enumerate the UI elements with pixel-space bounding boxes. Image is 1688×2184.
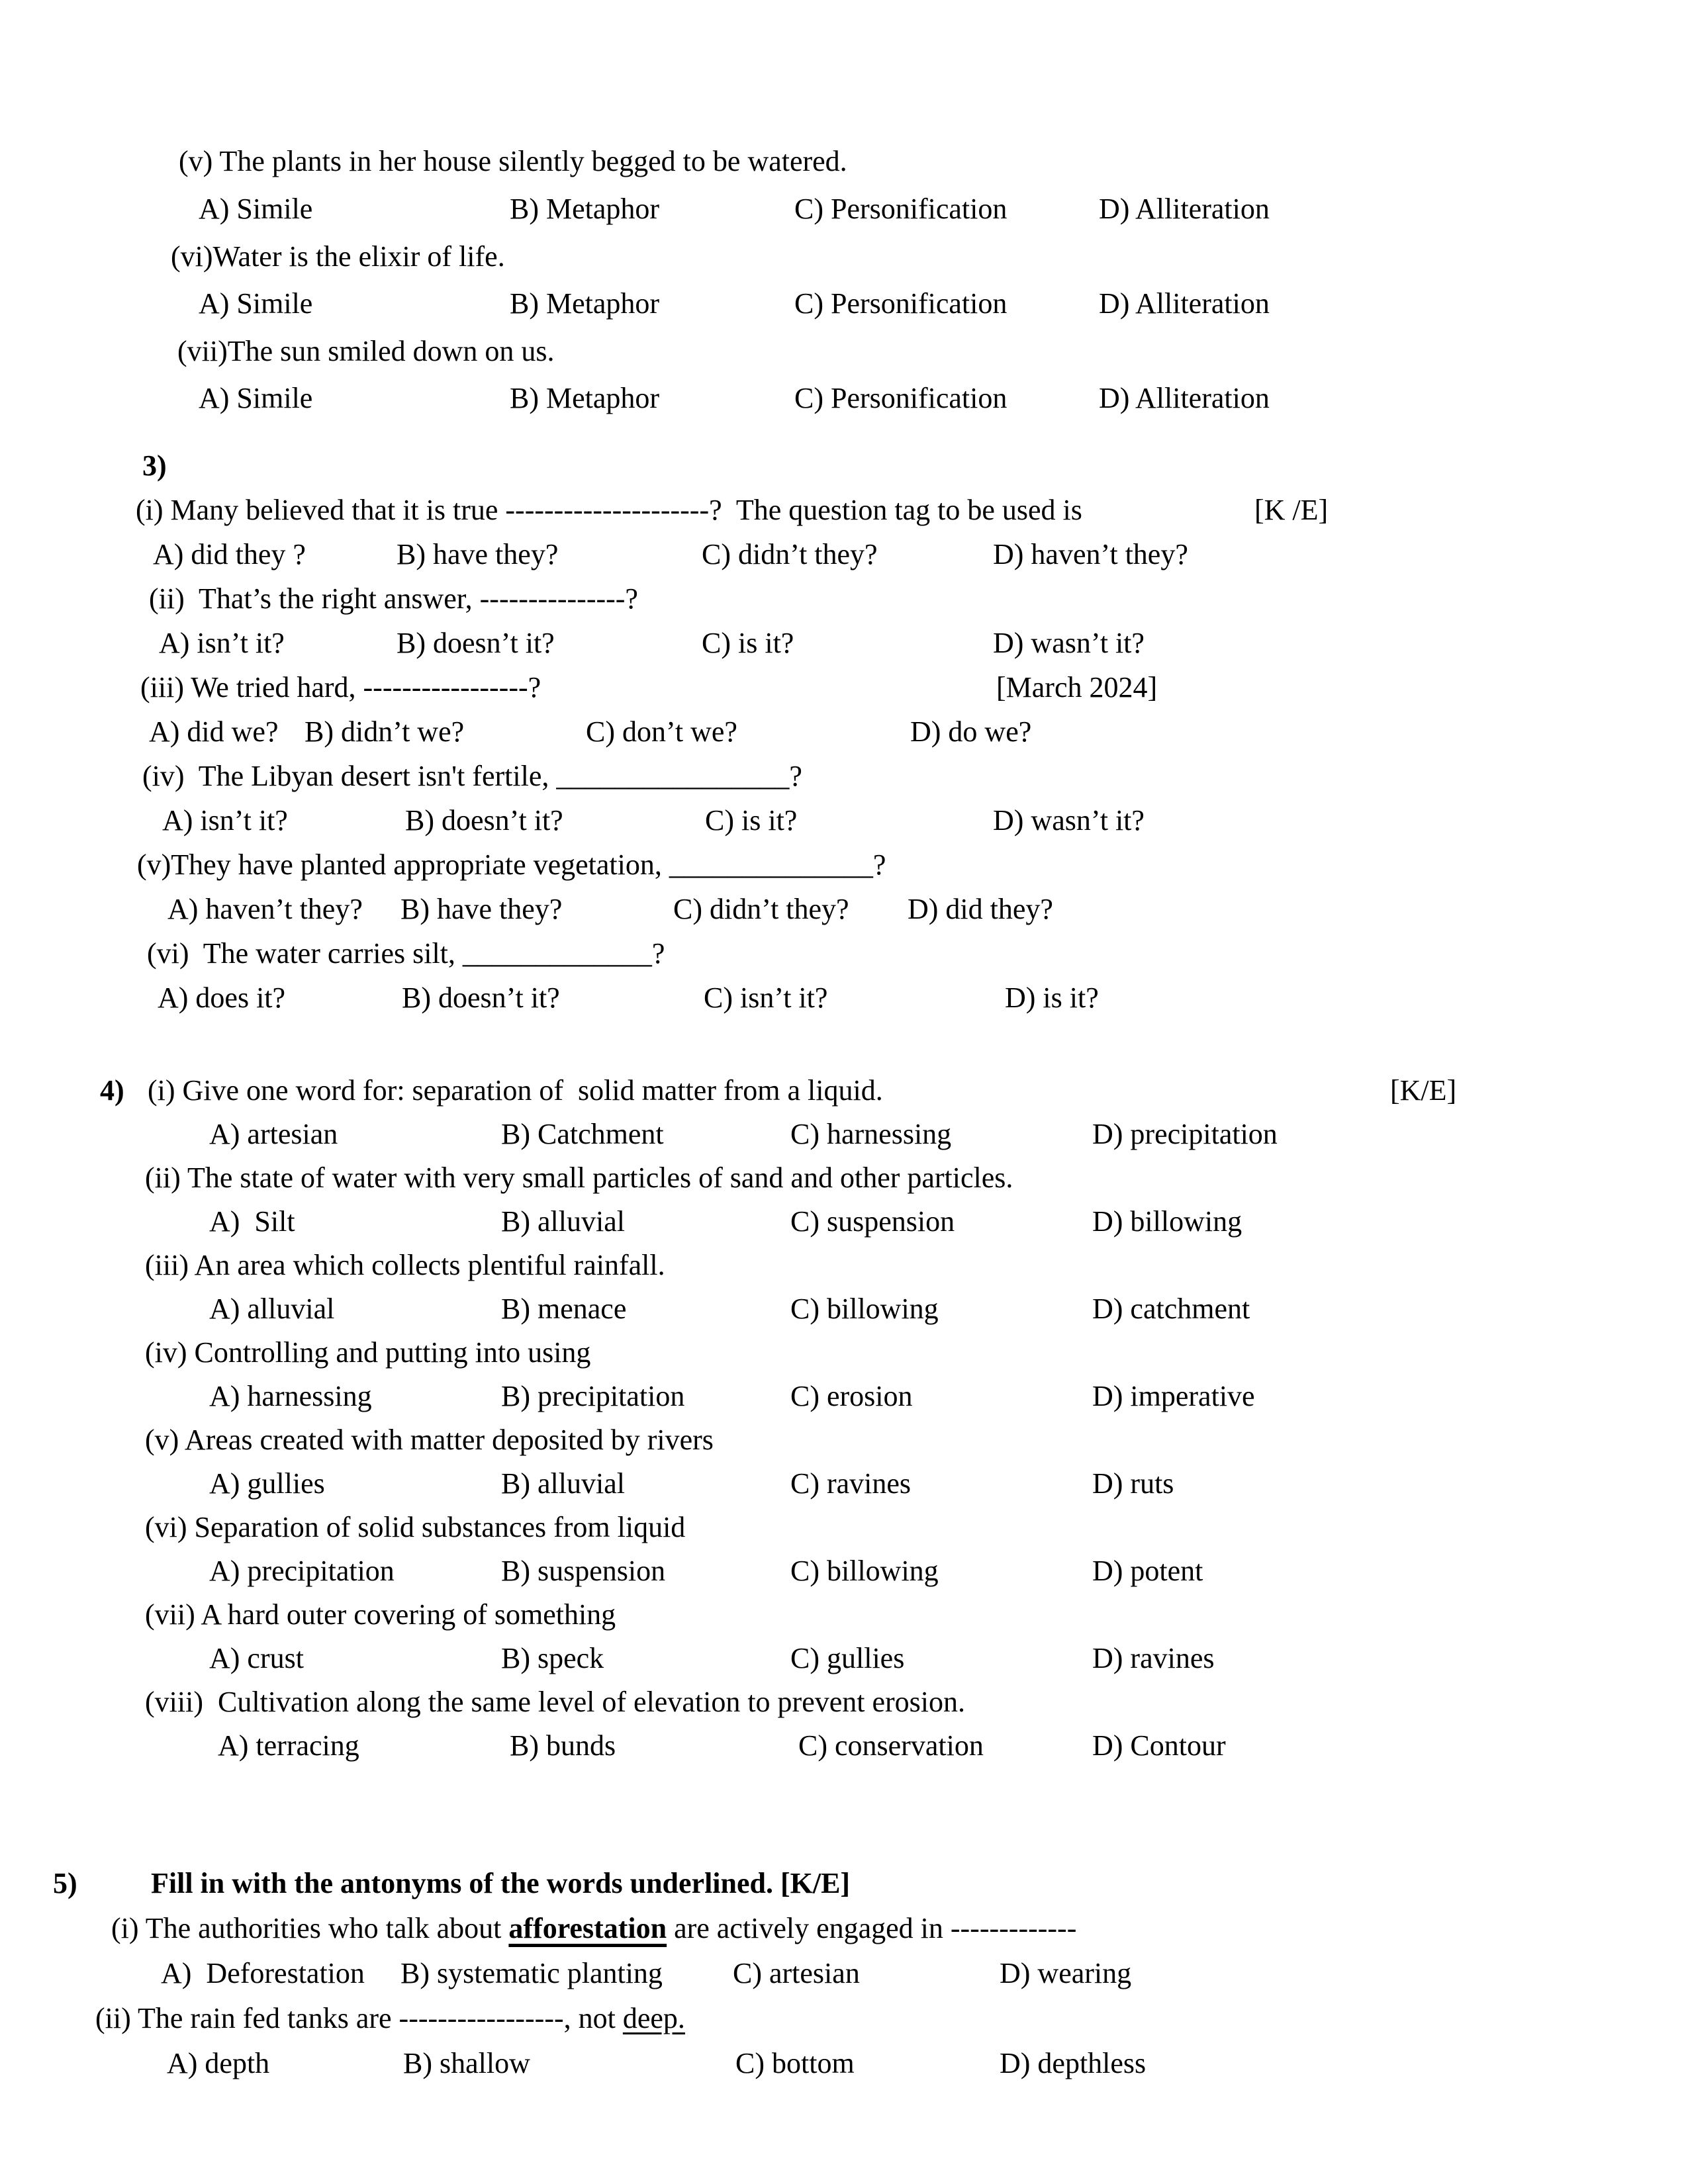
q4-question-v [0,1423,1688,1464]
q4-question-i [0,1073,1688,1115]
option-d: D) billowing [1092,1205,1243,1238]
option-d: D) potent [1092,1555,1203,1587]
option-d: D) wasn’t it? [993,804,1145,837]
q4-options-vi [0,1554,1688,1595]
q5-number: 5) [53,1867,77,1899]
option-d: D) did they? [908,893,1053,925]
underlined-word: deep. [622,2002,685,2034]
stem-suffix: are actively engaged in ------------- [667,1912,1077,1944]
option-c: C) artesian [733,1957,860,1989]
option-a: A) does it? [158,981,286,1014]
q3-number: 3) [142,449,167,482]
question-stem: (vi) Separation of solid substances from liquid [145,1511,686,1543]
option-a: A) artesian [209,1118,338,1150]
option-c: C) Personification [794,193,1008,225]
q3-question-iii [0,670,1688,711]
option-a: A) haven’t they? [167,893,363,925]
fos-options-vi [0,287,1688,328]
q3-options-iv [0,803,1688,844]
marks-tag: [K/E] [1390,1074,1457,1107]
question-stem: (iii) We tried hard, -----------------? [140,671,541,704]
option-b: B) menace [501,1293,627,1325]
question-stem [95,2001,685,2035]
option-d: D) haven’t they? [993,538,1188,570]
question-stem: (i) Many believed that it is true ---------------------? The question tag to be used is [136,494,1082,526]
underlined-word: afforestation [508,1912,667,1944]
option-d: D) is it? [1005,981,1099,1014]
question-stem: (iii) An area which collects plentiful rainfall. [145,1249,665,1281]
option-a: A) Simile [199,382,313,414]
option-b: B) speck [501,1642,604,1674]
option-d: D) Alliteration [1099,193,1270,225]
question-stem: (v) Areas created with matter deposited by rivers [145,1424,714,1456]
q4-options-i [0,1117,1688,1158]
option-c: C) is it? [705,804,798,837]
option-b: B) doesn’t it? [405,804,563,837]
stem-prefix: (i) The authorities who talk about [111,1912,509,1944]
q3-options-i [0,537,1688,578]
option-b: B) Metaphor [510,382,660,414]
exam-year-tag: [March 2024] [996,671,1158,704]
option-b: B) doesn’t it? [397,627,555,659]
q4-question-iii [0,1248,1688,1289]
fos-question-vi [0,240,1688,281]
q5-options-ii [0,2046,1688,2087]
question-stem [111,1911,1076,1945]
option-b: B) bunds [510,1729,616,1762]
q3-header [0,449,1688,490]
option-a: A) terracing [218,1729,359,1762]
fos-question-v [0,144,1688,185]
option-c: C) billowing [790,1555,939,1587]
option-a: A) Simile [199,193,313,225]
q4-question-ii [0,1161,1688,1202]
option-a: A) did we? [149,715,279,748]
option-d: D) precipitation [1092,1118,1278,1150]
option-a: A) gullies [209,1467,325,1500]
q5-question-i [0,1911,1688,1952]
question-stem: (iv) The Libyan desert isn't fertile, ________________? [142,760,802,792]
q4-options-ii [0,1205,1688,1246]
option-b: B) systematic planting [400,1957,663,1989]
option-c: C) ravines [790,1467,912,1500]
option-b: B) doesn’t it? [402,981,560,1014]
option-c: C) suspension [790,1205,955,1238]
q4-number: 4) [100,1074,124,1107]
question-stem: (iv) Controlling and putting into using [145,1336,591,1369]
q5-header [0,1866,1688,1907]
q3-question-v [0,848,1688,889]
option-a: A) isn’t it? [159,627,285,659]
q4-options-vii [0,1641,1688,1682]
option-a: A) precipitation [209,1555,395,1587]
option-c: C) don’t we? [586,715,737,748]
q3-question-vi [0,936,1688,978]
question-stem: (vii)The sun smiled down on us. [177,335,555,367]
marks-tag: [K /E] [1254,494,1329,526]
option-b: B) Metaphor [510,193,660,225]
option-a: A) Simile [199,287,313,320]
q5-question-ii [0,2001,1688,2042]
q3-options-v [0,892,1688,933]
q4-question-viii [0,1685,1688,1726]
stem-prefix: (ii) The rain fed tanks are -----------------, not [95,2002,623,2034]
option-c: C) conservation [798,1729,984,1762]
option-c: C) bottom [735,2047,855,2079]
q3-options-ii [0,626,1688,667]
option-b: B) precipitation [501,1380,685,1412]
option-c: C) isn’t it? [704,981,828,1014]
option-a: A) Deforestation [161,1957,365,1989]
option-a: A) crust [209,1642,304,1674]
option-d: D) Alliteration [1099,287,1270,320]
option-b: B) have they? [397,538,559,570]
option-d: D) imperative [1092,1380,1255,1412]
option-a: A) alluvial [209,1293,335,1325]
question-stem: (i) Give one word for: separation of solid matter from a liquid. [148,1074,883,1107]
question-stem: (vii) A hard outer covering of something [145,1598,616,1631]
option-c: C) erosion [790,1380,913,1412]
question-stem: (ii) That’s the right answer, ---------------? [149,582,638,615]
option-a: A) depth [167,2047,270,2079]
q4-question-iv [0,1336,1688,1377]
question-stem: (v)They have planted appropriate vegetation, ______________? [137,848,886,881]
option-d: D) wasn’t it? [993,627,1145,659]
option-b: B) Metaphor [510,287,660,320]
option-c: C) billowing [790,1293,939,1325]
question-stem: (ii) The state of water with very small particles of sand and other particles. [145,1161,1013,1194]
option-d: D) wearing [1000,1957,1132,1989]
fos-options-v [0,192,1688,233]
q4-options-viii [0,1729,1688,1770]
q5-title: Fill in with the antonyms of the words underlined. [K/E] [151,1867,851,1899]
q3-options-vi [0,981,1688,1022]
option-b: B) have they? [400,893,563,925]
question-stem: (vi)Water is the elixir of life. [171,240,505,273]
q4-options-v [0,1467,1688,1508]
q4-question-vii [0,1598,1688,1639]
option-c: C) is it? [702,627,794,659]
option-d: D) ruts [1092,1467,1174,1500]
q3-question-iv [0,759,1688,800]
option-b: B) shallow [403,2047,530,2079]
option-a: A) did they ? [153,538,306,570]
option-b: B) alluvial [501,1467,625,1500]
option-b: B) alluvial [501,1205,625,1238]
option-c: C) didn’t they? [702,538,878,570]
q3-options-iii [0,715,1688,756]
option-b: B) suspension [501,1555,666,1587]
option-c: C) Personification [794,287,1008,320]
option-c: C) didn’t they? [673,893,849,925]
option-d: D) catchment [1092,1293,1250,1325]
option-c: C) gullies [790,1642,905,1674]
option-c: C) Personification [794,382,1008,414]
option-a: A) Silt [209,1205,295,1238]
q3-question-i [0,493,1688,534]
option-d: D) Alliteration [1099,382,1270,414]
option-b: B) Catchment [501,1118,664,1150]
option-b: B) didn’t we? [305,715,465,748]
question-stem: (vi) The water carries silt, _____________? [147,937,665,970]
question-stem: (viii) Cultivation along the same level of elevation to prevent erosion. [145,1686,966,1718]
question-stem: (v) The plants in her house silently begged to be watered. [179,145,847,177]
q5-options-i [0,1956,1688,1997]
fos-options-vii [0,381,1688,422]
option-a: A) harnessing [209,1380,372,1412]
q4-options-iii [0,1292,1688,1333]
q4-question-vi [0,1510,1688,1551]
q4-options-iv [0,1379,1688,1420]
option-d: D) Contour [1092,1729,1226,1762]
q3-question-ii [0,582,1688,623]
fos-question-vii [0,334,1688,375]
option-d: D) ravines [1092,1642,1215,1674]
option-a: A) isn’t it? [162,804,288,837]
option-d: D) depthless [1000,2047,1147,2079]
option-c: C) harnessing [790,1118,952,1150]
option-d: D) do we? [910,715,1032,748]
